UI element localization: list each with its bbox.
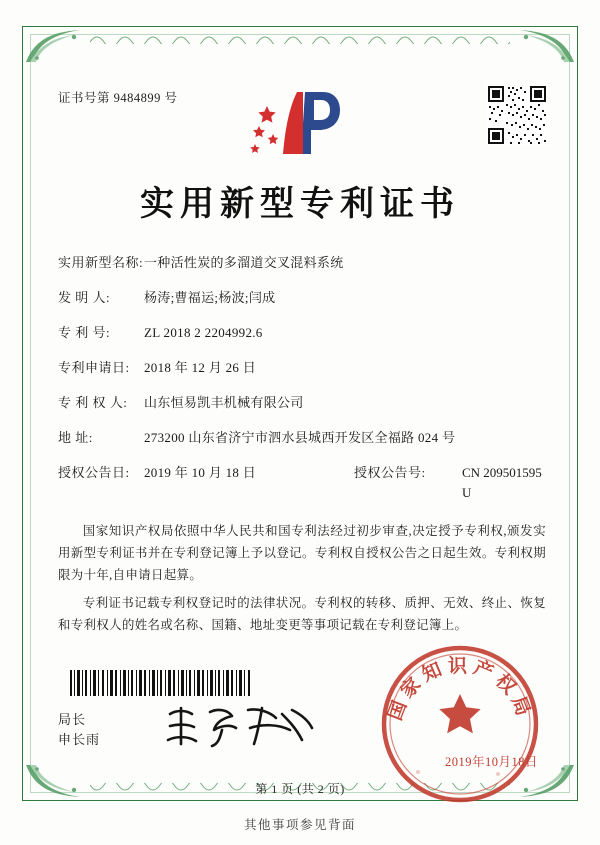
field-value: 一种活性炭的多溜道交叉混料系统 xyxy=(144,254,344,270)
field-value: 2019 年 10 月 18 日 xyxy=(144,464,257,480)
corner-ornament-icon xyxy=(24,28,82,64)
page-indicator: 第 1 页 (共 2 页) xyxy=(255,782,345,796)
fields-block xyxy=(58,245,546,510)
field-row-address xyxy=(58,420,546,455)
field-label: 专利申请日: xyxy=(58,359,130,375)
paragraph-register-statement: 专利证书记载专利权登记时的法律状况。专利权的转移、质押、无效、终止、恢复和专利权人的姓名或名称、国籍、地址变更等事项记载在专利登记簿上。 xyxy=(58,596,546,632)
field-label: 实用新型名称: xyxy=(58,254,144,270)
field-label: 专 利 权 人: xyxy=(58,394,128,410)
field-label: 专 利 号: xyxy=(58,324,111,340)
svg-text:国家知识产权局: 国家知识产权局 xyxy=(383,655,537,724)
cnipa-logo-icon xyxy=(239,86,361,160)
handwritten-signature xyxy=(162,700,316,752)
field-label-secondary: 授权公告号: xyxy=(354,464,426,480)
field-value: 273200 山东省济宁市泗水县城西开发区全福路 024 号 xyxy=(144,429,456,445)
footer-note: 其他事项参见背面 xyxy=(243,818,356,832)
field-value: 杨涛;曹福运;杨波;闫成 xyxy=(144,289,276,305)
field-row-application-date xyxy=(58,350,546,385)
field-row-utility-model-name xyxy=(58,245,546,280)
page-title: 实用新型专利证书 xyxy=(140,184,460,224)
field-value-secondary: CN 209501595 U xyxy=(462,464,542,500)
qr-code-icon xyxy=(486,84,548,146)
barcode-icon xyxy=(68,670,254,696)
field-label: 授权公告日: xyxy=(58,464,130,480)
certificate-number: 证书号第 9484899 号 xyxy=(58,91,178,105)
corner-ornament-icon xyxy=(518,28,576,64)
seal-date: 2019年10月18日 xyxy=(444,755,538,769)
field-value: 山东恒易凯丰机械有限公司 xyxy=(144,394,304,410)
field-row-patentee xyxy=(58,385,546,420)
signature-title-line1: 局长 xyxy=(58,712,87,727)
top-edge-pattern xyxy=(90,30,510,44)
field-value: 2018 年 12 月 26 日 xyxy=(144,359,257,375)
field-label: 发 明 人: xyxy=(58,289,111,305)
signature-title xyxy=(58,710,100,750)
signature-title-line2: 申长雨 xyxy=(58,732,101,747)
paragraph-grant-statement: 国家知识产权局依照中华人民共和国专利法经过初步审查,决定授予专利权,颁发实用新型专利证书并在专利登记簿上予以登记。专利权自授权公告之日起生效。专利权期限为十年,自申请日起算。 xyxy=(58,524,546,582)
field-row-inventors xyxy=(58,280,546,315)
legal-text-block xyxy=(58,520,546,642)
field-value: ZL 2018 2 2204992.6 xyxy=(144,324,263,340)
field-row-patent-number xyxy=(58,315,546,350)
field-row-grant-announcement xyxy=(58,455,546,510)
field-label: 地 址: xyxy=(58,429,93,445)
